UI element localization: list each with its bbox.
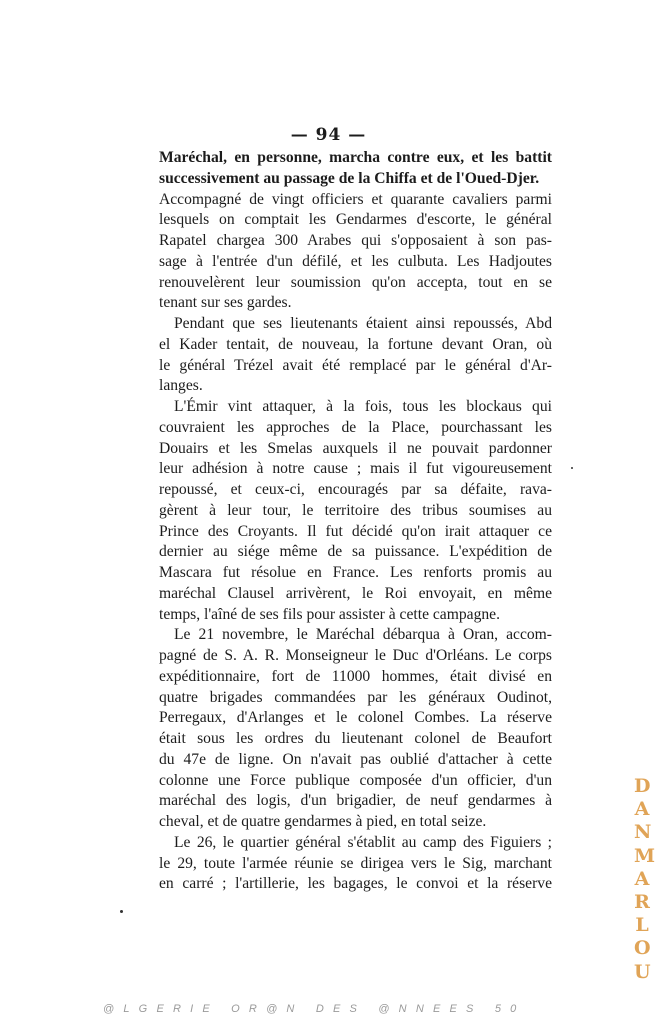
text-line: repoussé, et ceux-ci, encouragés par sa défaite, rava- (159, 481, 552, 498)
text-line: Le 26, le quartier général s'établit au camp des Figuiers ; (174, 833, 552, 851)
text-line: Rapatel chargea 300 Arabes qui s'opposaient à son pas- (159, 232, 552, 249)
text-line: dernier au siége même de sa puissance. L'expédition de (159, 543, 552, 561)
text-line: le 29, toute l'armée réunie se dirigea vers le Sig, marchant (159, 854, 552, 872)
text-line: tenant sur ses gardes. (159, 294, 292, 312)
text-line: maréchal Clausel arrivèrent, le Roi envoyait, en même (159, 584, 552, 602)
page-number: — 94 — (290, 125, 367, 145)
text-line: Prince des Croyants. Il fut décidé qu'on irait attaquer ce (159, 522, 552, 540)
text-line: le général Trézel avait été remplacé par le général d'Ar- (159, 356, 552, 374)
text-line: expéditionnaire, fort de 11000 hommes, était divisé en (159, 667, 552, 685)
text-line: colonne une Force publique composée d'un officier, d'un (159, 771, 552, 789)
text-line: lesquels on comptait les Gendarmes d'escorte, le général (159, 211, 552, 229)
text-line: Pendant que ses lieutenants étaient ainsi repoussés, Abd (174, 315, 552, 332)
text-line: el Kader tentait, de nouveau, la fortune devant Oran, où (159, 335, 552, 353)
ink-speck (571, 467, 573, 469)
ink-speck (120, 910, 123, 913)
text-line: Le 21 novembre, le Maréchal débarqua à Oran, accom- (174, 626, 552, 644)
text-line: leur adhésion à notre cause ; mais il fut vigoureusement (159, 460, 552, 478)
text-line: successivement au passage de la Chiffa et de l'Oued-Djer. (159, 169, 540, 187)
text-line: Perregaux, d'Arlanges et le colonel Combes. La réserve (159, 709, 552, 727)
text-line: était sous les ordres du lieutenant colonel de Beaufort (159, 730, 552, 747)
text-line: Accompagné de vingt officiers et quarante cavaliers parmi (159, 190, 552, 208)
text-line: gèrent à leur tour, le territoire des tribus soumises au (159, 501, 552, 519)
side-watermark-text: DANMARLOU (634, 775, 656, 983)
text-line: sage à l'entrée d'un défilé, et les culbuta. Les Hadjoutes (159, 252, 552, 270)
side-watermark (630, 775, 654, 984)
text-line: L'Émir vint attaquer, à la fois, tous les blockaus qui (174, 398, 552, 415)
text-line: Maréchal, en personne, marcha contre eux, et les battit (159, 149, 552, 166)
text-line: couvraient les approches de la Place, pourchassant les (159, 418, 552, 436)
text-line: Douairs et les Smelas auxquels il ne pouvait pardonner (159, 439, 552, 457)
text-line: langes. (159, 377, 203, 395)
text-line: en carré ; l'artillerie, les bagages, le convoi et la réserve (159, 875, 552, 893)
text-line: renouvelèrent leur soumission qu'on accepta, tout en se (159, 273, 552, 291)
text-line: cheval, et de quatre gendarmes à pied, en total seize. (159, 813, 487, 830)
text-line: du 47e de ligne. On n'avait pas oublié d'attacher à cette (159, 750, 552, 768)
text-line: quatre brigades commandées par les généraux Oudinot, (159, 688, 552, 706)
text-line: Mascara fut résolue en France. Les renforts promis au (159, 564, 552, 581)
body-text (159, 148, 552, 895)
text-line: pagné de S. A. R. Monseigneur le Duc d'Orléans. Le corps (159, 647, 552, 664)
text-line: maréchal des logis, d'un brigadier, de neuf gendarmes à (159, 792, 552, 810)
bottom-watermark: @LGERIE OR@N DES @NNEES 50 (103, 1003, 526, 1015)
text-line: temps, l'aîné de ses fils pour assister à cette campagne. (159, 605, 500, 623)
